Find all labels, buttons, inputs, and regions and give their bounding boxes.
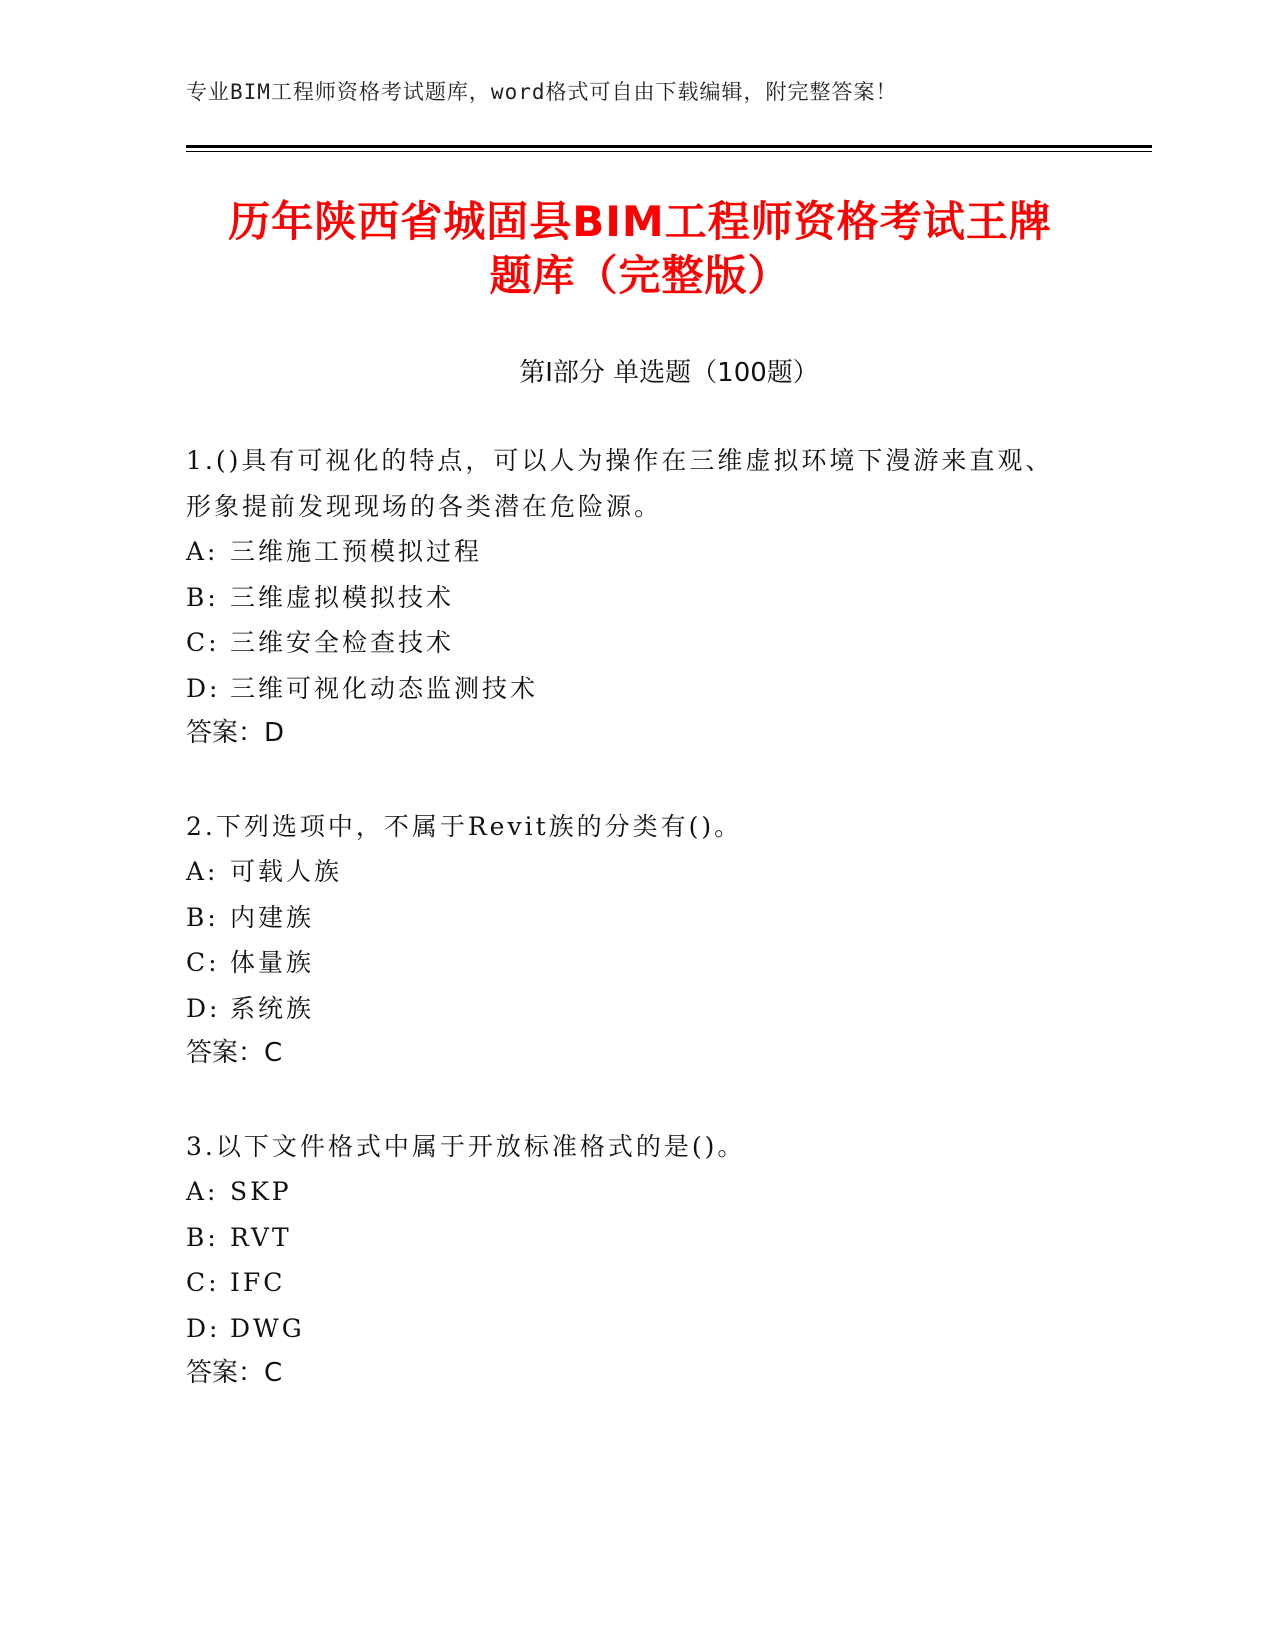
document-title-line-1: 历年陕西省城固县BIM工程师资格考试王牌 xyxy=(228,197,1052,246)
option-text: DWG xyxy=(230,1313,305,1343)
option-label: C: xyxy=(186,1268,220,1297)
option-text: 三维可视化动态监测技术 xyxy=(230,673,539,703)
option-label: B: xyxy=(186,902,219,932)
header-rule-thick xyxy=(186,145,1152,148)
question-stem: 1.()具有可视化的特点，可以人为操作在三维虚拟环境下漫游来直观、形象提前发现现场的各类潜在危险源。 xyxy=(186,446,1054,521)
answer-line: 答案：C xyxy=(186,1358,283,1388)
option-text: RVT xyxy=(230,1222,292,1252)
option-c xyxy=(186,1260,1066,1306)
answer-line: 答案：C xyxy=(186,1038,283,1068)
option-text: 内建族 xyxy=(230,902,315,932)
option-b xyxy=(186,575,1066,621)
option-label: B: xyxy=(186,1222,219,1252)
option-b xyxy=(186,895,1066,941)
option-d xyxy=(186,666,1066,712)
question-3 xyxy=(186,1124,1066,1397)
option-a xyxy=(186,849,1066,895)
option-label: A: xyxy=(186,1177,219,1206)
question-1 xyxy=(186,438,1066,757)
option-d xyxy=(186,986,1066,1032)
option-label: C: xyxy=(186,948,220,977)
option-text: 三维安全检查技术 xyxy=(230,628,455,657)
question-2 xyxy=(186,804,1066,1077)
section-title: 第Ⅰ部分 单选题（100题） xyxy=(519,358,819,388)
option-label: D: xyxy=(186,673,221,703)
option-label: A: xyxy=(186,537,219,566)
option-a xyxy=(186,1169,1066,1215)
option-text: IFC xyxy=(230,1268,286,1297)
option-text: 三维施工预模拟过程 xyxy=(230,537,483,566)
answer-line: 答案：D xyxy=(186,718,285,748)
document-title-line-2: 题库（完整版） xyxy=(489,251,791,300)
question-stem: 3.以下文件格式中属于开放标准格式的是()。 xyxy=(186,1131,746,1161)
header-note: 专业BIM工程师资格考试题库，word格式可自由下载编辑，附完整答案！ xyxy=(186,80,898,104)
option-b xyxy=(186,1215,1066,1261)
option-text: 系统族 xyxy=(230,993,315,1023)
option-label: D: xyxy=(186,993,221,1023)
option-label: B: xyxy=(186,582,219,612)
option-text: 体量族 xyxy=(230,948,315,977)
option-label: A: xyxy=(186,857,219,886)
option-d xyxy=(186,1306,1066,1352)
option-c xyxy=(186,620,1066,666)
option-c xyxy=(186,940,1066,986)
option-label: C: xyxy=(186,628,220,657)
option-text: SKP xyxy=(230,1177,292,1206)
option-text: 三维虚拟模拟技术 xyxy=(230,582,455,612)
option-text: 可载人族 xyxy=(230,857,343,886)
question-list xyxy=(186,438,1066,1444)
document-title xyxy=(160,195,1120,303)
option-a xyxy=(186,529,1066,575)
header-rule-thin xyxy=(186,151,1152,152)
option-label: D: xyxy=(186,1313,221,1343)
question-stem: 2.下列选项中，不属于Revit族的分类有()。 xyxy=(186,811,743,841)
